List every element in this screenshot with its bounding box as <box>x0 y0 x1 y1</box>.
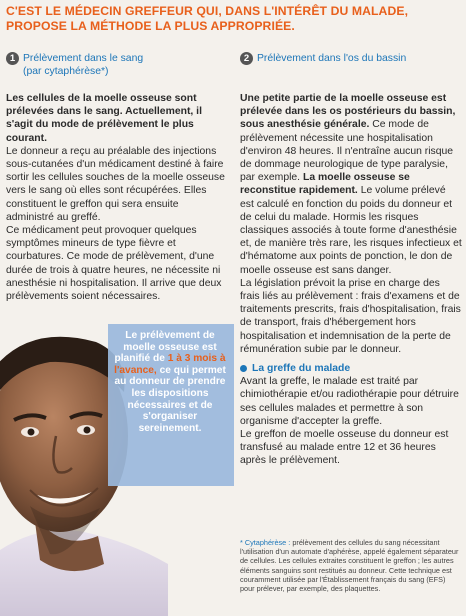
callout-part-2: ce qui permet au donneur de prendre les dispositions nécessaires et de s'organiser sereinement. <box>114 364 226 434</box>
section-2-paragraph-2: La législation prévoit la prise en charge des frais liés au prélèvement : frais d'examens et de traitements prescrits, frais d'hospitalisation, frais de transport, frais d'hébergement hors hospitalisation et indemnisation de la perte de rémunération subie par le donneur. <box>240 277 461 355</box>
section-2-emphasis: La moelle osseuse se reconstitue rapidement. <box>240 172 410 197</box>
section-2-header <box>240 52 462 65</box>
graft-paragraph-1: Avant la greffe, le malade est traité par chimiothérapie et/ou radiothérapie pour détruire ses cellules malades et permettre à son organisme d'accepter la greffe. <box>240 376 459 427</box>
callout-text <box>114 330 226 434</box>
section-2-lead: Une petite partie de la moelle osseuse est prélevée dans les os postérieurs du bassin, sous anesthésie générale. <box>240 93 456 131</box>
section-1-paragraph-3: Ce médicament peut provoquer quelques symptômes mineurs de type fièvre et courbatures. Ce mode de prélèvement, d'une durée de trois à quatre heures, ne nécessite ni anesthésie ni hospitalisation. Il arrive que deux prélèvements soient nécessaires. <box>6 225 222 303</box>
section-1-subheading: (par cytaphérèse*) <box>23 66 109 77</box>
graft-section-header <box>240 362 462 375</box>
section-1-header <box>6 52 228 78</box>
section-1-lead: Les cellules de la moelle osseuse sont prélevées dans le sang. Actuellement, il s'agit du mode de prélèvement le plus courant. <box>6 93 202 144</box>
callout-highlight: 1 à 3 mois à l'avance, <box>114 353 226 376</box>
section-2-text-2: Le volume prélevé est calculé en fonction du poids du donneur et de celui du malade. Hormis les risques classiques associés à toute forme d'anesthésie et, de manière très rare, les risques infectieux et d'hématome aux points de ponction, le don de moelle osseuse est sans danger. <box>240 185 462 276</box>
left-column <box>6 52 228 303</box>
section-number-badge: 2 <box>240 52 253 65</box>
title-line-2: PROPOSE LA MÉTHODE LA PLUS APPROPRIÉE. <box>6 19 295 33</box>
footnote-text: prélèvement des cellules du sang nécessitant l'utilisation d'un automate d'aphérèse, appelé également séparateur de cellules. Les cellules extraites constituent le greffon ; les autres éléments sanguins sont restitués au donneur. Cette technique est couramment utilisée par l'Établissement français du sang (EFS) pour prélever, par exemple, des plaquettes. <box>240 538 459 594</box>
graft-section-heading: La greffe du malade <box>252 363 351 375</box>
footnote-term: * Cytaphérèse : <box>240 538 291 547</box>
section-number-badge: 1 <box>6 52 19 65</box>
bullet-dot-icon <box>240 365 247 372</box>
section-2-heading: Prélèvement dans l'os du bassin <box>257 53 407 64</box>
right-column <box>240 52 462 468</box>
section-1-paragraph-2: Le donneur a reçu au préalable des injections sous-cutanées d'un médicament destiné à faire sortir les cellules souches de la moelle osseuse vers le sang où elles sont récupérées. Elles constituent le greffon qui sera ensuite administré au greffé. <box>6 145 225 223</box>
section-1-heading: Prélèvement dans le sang <box>23 53 144 64</box>
title-line-1: C'EST LE MÉDECIN GREFFEUR QUI, DANS L'INTÉRÊT DU MALADE, <box>6 4 409 18</box>
section-2-paragraph-1 <box>240 92 462 277</box>
section-2-text-1: Ce mode de prélèvement nécessite une hospitalisation d'environ 48 heures. Il n'entraîne aucun risque de dommage neurologique de type paralysie, par exemple. <box>240 119 454 184</box>
page-title <box>6 4 462 34</box>
graft-paragraph-2: Le greffon de moelle osseuse du donneur est transfusé au malade entre 12 et 36 heures après le prélèvement. <box>240 429 449 467</box>
footnote <box>240 538 462 593</box>
callout-part-1: Le prélèvement de moelle osseuse est planifié de <box>114 330 217 365</box>
